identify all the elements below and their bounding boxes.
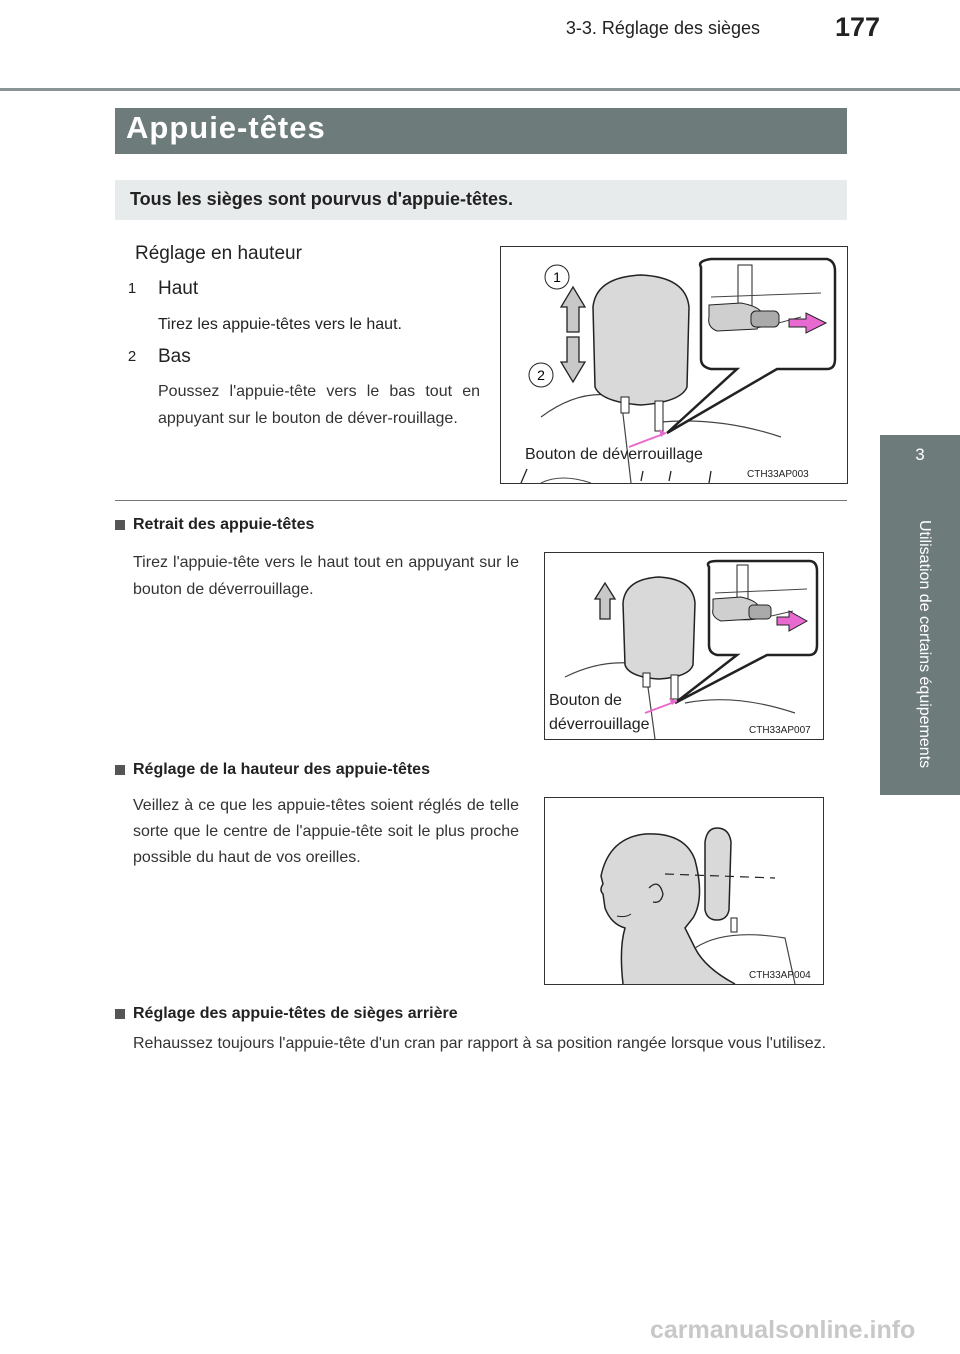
figure-removal xyxy=(544,552,824,740)
page-title: Appuie-têtes xyxy=(126,110,326,145)
bullet-square xyxy=(115,1009,125,1019)
step-number-1: 1 xyxy=(127,280,137,297)
figure-height-adjust xyxy=(500,246,848,484)
height-adjust-heading: Réglage en hauteur xyxy=(135,243,302,264)
section-breadcrumb: 3-3. Réglage des sièges xyxy=(565,18,760,38)
step-number-2: 2 xyxy=(127,348,137,365)
marker-1: 1 xyxy=(553,269,561,285)
section-text-arriere: Rehaussez toujours l'appuie-tête d'un cran par rapport à sa position rangée lorsque vous l'utilisez. xyxy=(133,1035,827,1052)
header-rule xyxy=(0,88,960,91)
step-label-bas: Bas xyxy=(158,346,191,367)
chapter-number: 3 xyxy=(915,445,925,464)
figure-code: CTH33AP004 xyxy=(749,970,811,981)
page-number: 177 xyxy=(834,12,880,42)
bullet-square xyxy=(115,765,125,775)
section-heading-hauteur: Réglage de la hauteur des appuie-têtes xyxy=(133,761,430,778)
chapter-label: Utilisation de certains équipements xyxy=(916,520,933,769)
figure-head-position xyxy=(544,797,824,985)
figure-code: CTH33AP003 xyxy=(747,469,809,480)
release-button-callout-line2: déverrouillage xyxy=(549,716,650,733)
section-text-hauteur: Veillez à ce que les appuie-têtes soient réglés de telle sorte que le centre de l'appuie-tête soit le plus proche possible du haut de vos oreilles. xyxy=(133,797,519,866)
watermark: carmanualsonline.info xyxy=(650,1316,916,1344)
section-heading-retrait: Retrait des appuie-têtes xyxy=(133,516,315,533)
head-position-illustration xyxy=(545,798,823,984)
step-text-haut: Tirez les appuie-têtes vers le haut. xyxy=(158,316,402,333)
step-label-haut: Haut xyxy=(158,278,199,299)
release-button-callout-line1: Bouton de xyxy=(549,692,622,709)
release-button-callout: Bouton de déverrouillage xyxy=(525,446,703,463)
intro-text: Tous les sièges sont pourvus d'appuie-têtes. xyxy=(130,189,514,209)
marker-2: 2 xyxy=(537,367,545,383)
section-divider xyxy=(115,500,847,501)
figure-code: CTH33AP007 xyxy=(749,725,811,736)
bullet-square xyxy=(115,520,125,530)
step-text-bas: Poussez l'appuie-tête vers le bas tout en appuyant sur le bouton de déver-rouillage. xyxy=(158,383,480,427)
section-text-retrait: Tirez l'appuie-tête vers le haut tout en appuyant sur le bouton de déverrouillage. xyxy=(133,554,519,598)
section-heading-arriere: Réglage des appuie-têtes de sièges arrière xyxy=(133,1005,458,1022)
